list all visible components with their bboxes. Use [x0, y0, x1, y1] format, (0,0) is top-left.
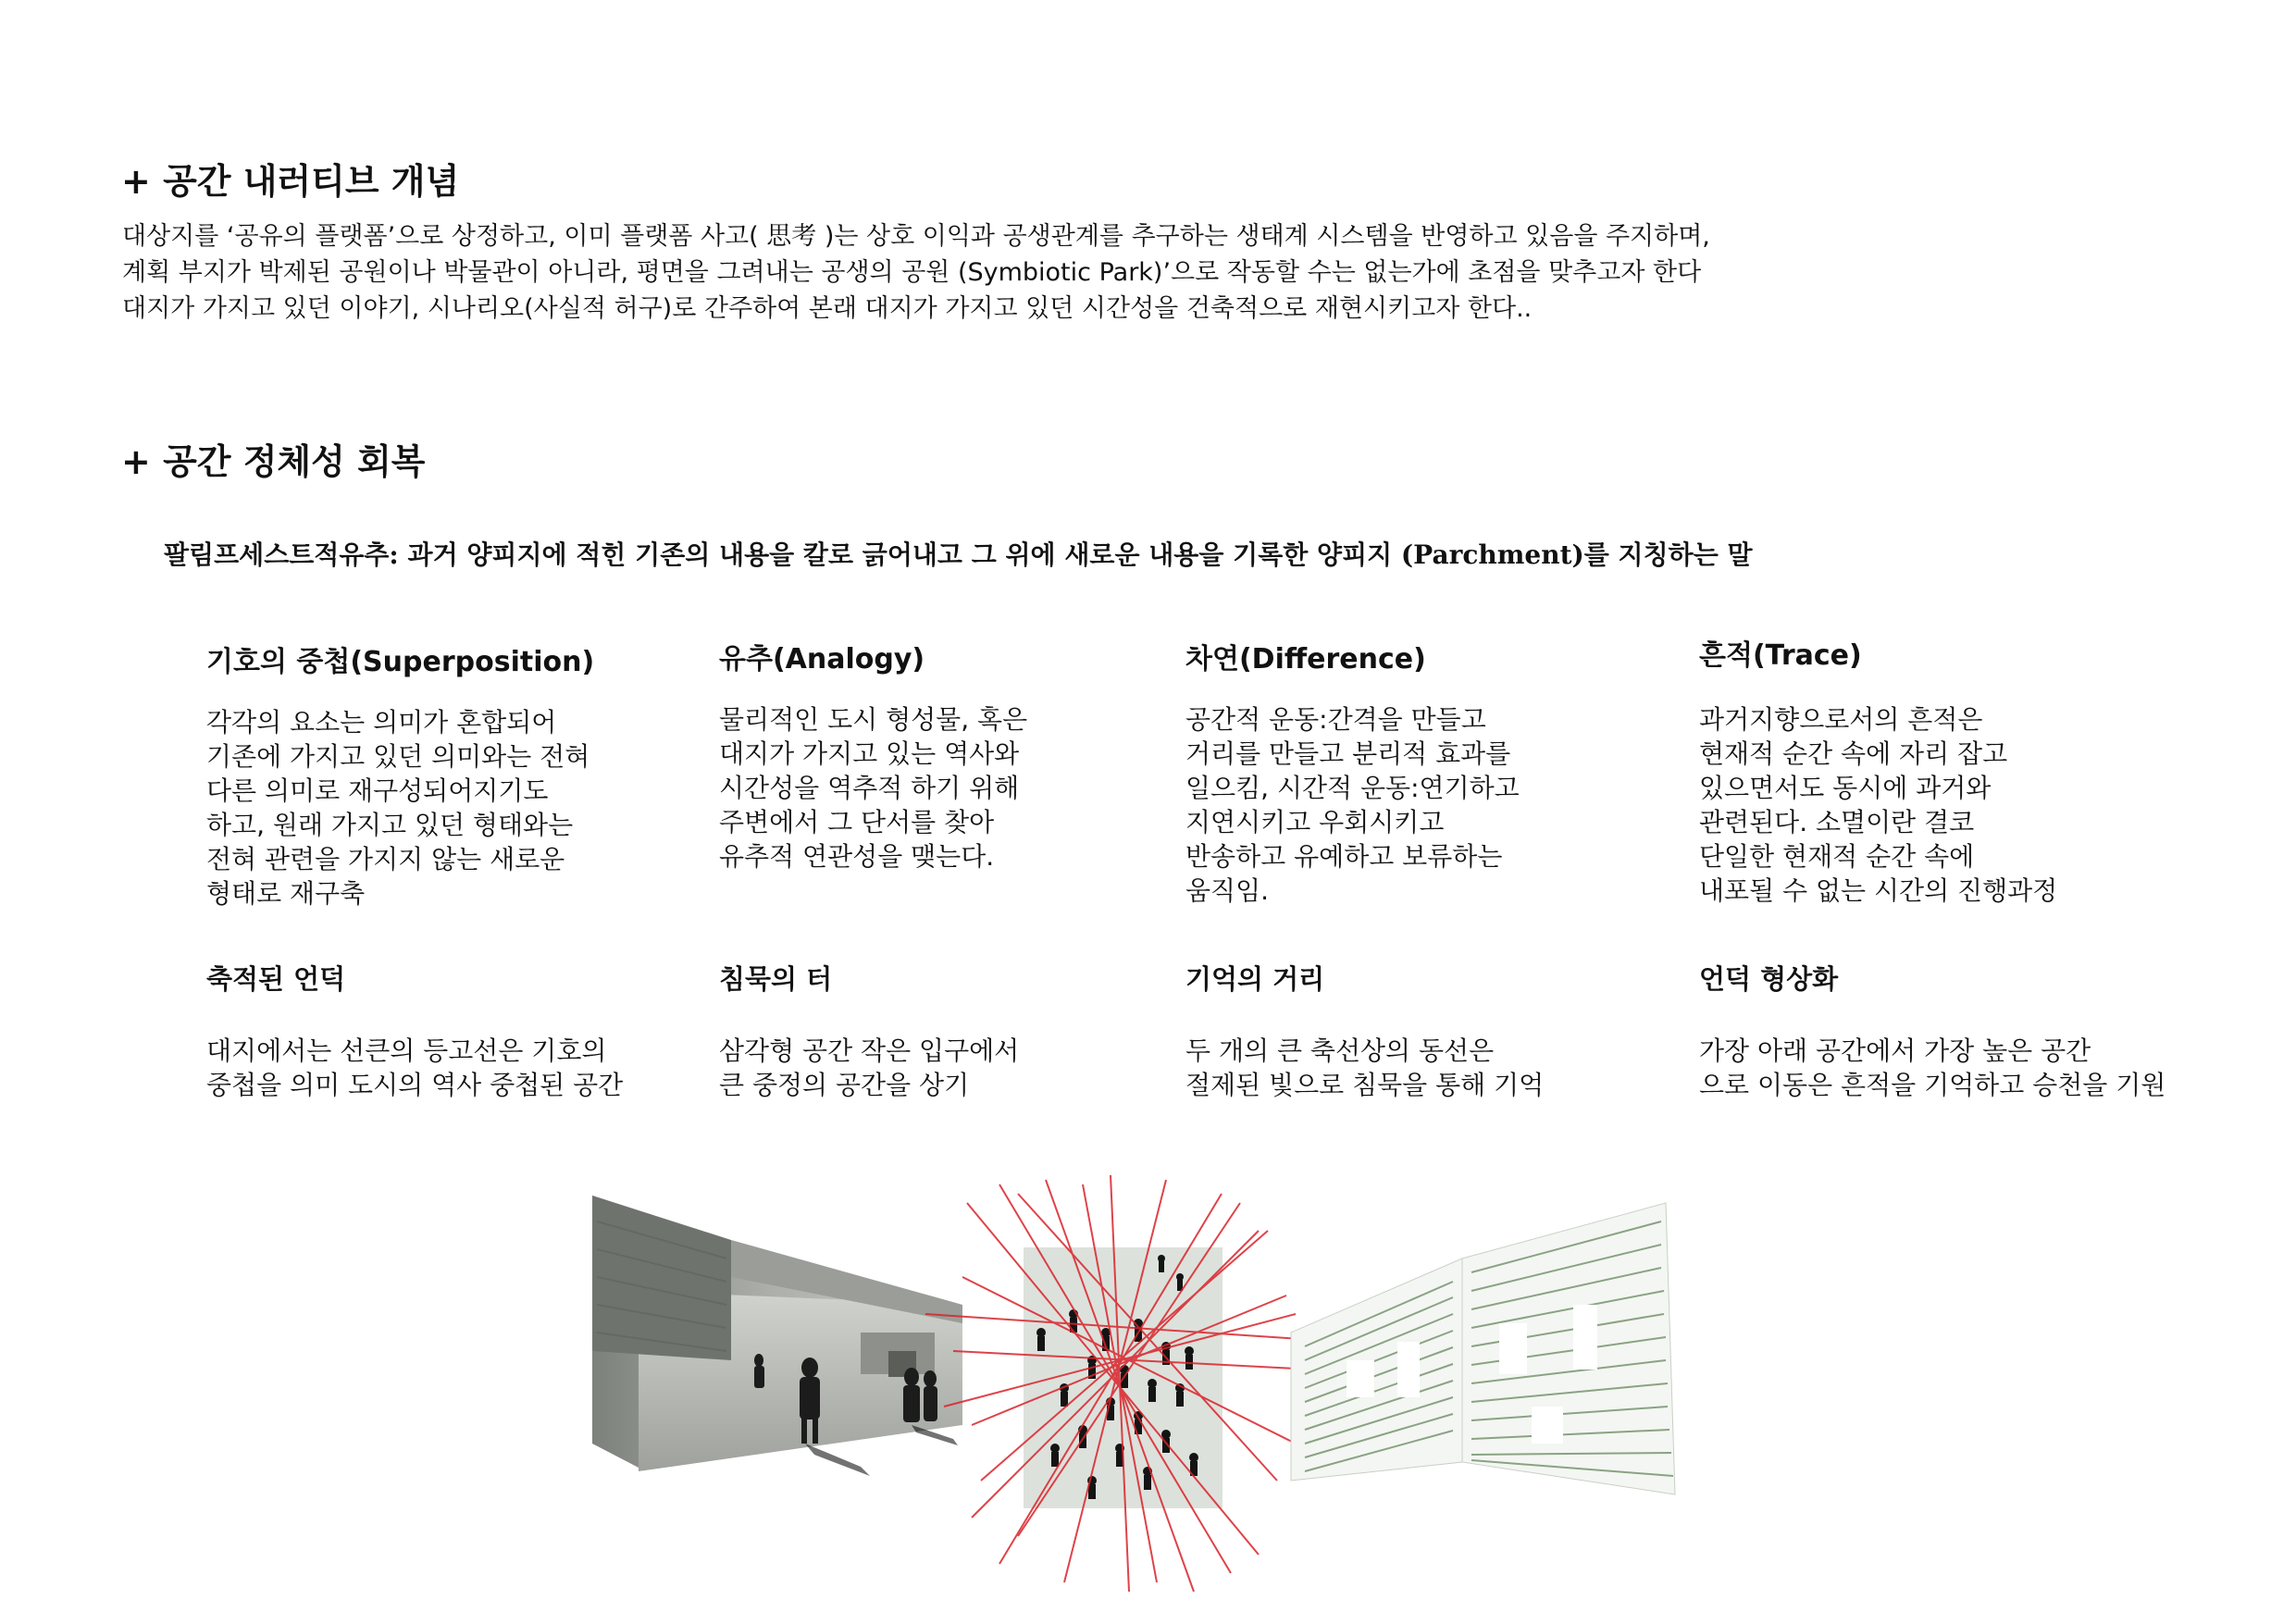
concept-line: 시간성을 역추적 하기 위해	[719, 773, 1020, 803]
concept-line: 유추적 연관성을 맺는다.	[719, 841, 995, 872]
concept-line: 단일한 현재적 순간 속에	[1699, 841, 1975, 872]
concept-line: 내포될 수 없는 시간의 진행과정	[1699, 875, 2058, 906]
concept-title: 흔적(Trace)	[1699, 639, 1862, 672]
concept-line: 공간적 운동:간격을 만들고	[1185, 704, 1486, 735]
concept-line: 반송하고 유예하고 보류하는	[1185, 841, 1503, 872]
space-line: 가장 아래 공간에서 가장 높은 공간	[1699, 1035, 2091, 1066]
concept-title: 기호의 중첩(Superposition)	[206, 646, 595, 678]
concept-line: 거리를 만들고 분리적 효과를	[1185, 738, 1511, 769]
space-line: 삼각형 공간 작은 입구에서	[719, 1035, 1020, 1066]
concept-line: 물리적인 도시 형성물, 혹은	[719, 704, 1028, 735]
concept-line: 다른 의미로 재구성되어지기도	[206, 775, 549, 806]
concept-title: 유추(Analogy)	[719, 643, 925, 676]
concept-line: 움직임.	[1185, 875, 1270, 906]
space-title: 침묵의 터	[719, 963, 833, 995]
concept-line: 일으킴, 시간적 운동:연기하고	[1185, 773, 1520, 803]
narrative-line: 대지가 가지고 있던 이야기, 시나리오(사실적 허구)로 간주하여 본래 대지가 가지고 있던 시간성을 건축적으로 재현시키고자 한다..	[122, 294, 1533, 323]
concept-line: 기존에 가지고 있던 의미와는 전혀	[206, 741, 590, 772]
concept-line: 있으면서도 동시에 과거와	[1699, 773, 1992, 803]
accumulated-hill-photo	[592, 1196, 962, 1476]
section-heading-identity: + 공간 정체성 회복	[121, 441, 426, 482]
space-line: 중첩을 의미 도시의 역사 중첩된 공간	[206, 1070, 624, 1100]
palimpsest-definition: 팔림프세스트적유추: 과거 양피지에 적힌 기존의 내용을 칼로 긁어내고 그 위에 새로운 내용을 기록한 양피지 (Parchment)를 지칭하는 말	[164, 539, 1753, 570]
narrative-line: 대상지를 ‘공유의 플랫폼’으로 상정하고, 이미 플랫폼 사고( 思考 )는 상호 이익과 공생관계를 추구하는 생태계 시스템을 반영하고 있음을 주지하며,	[122, 222, 1710, 251]
section-heading-narrative: + 공간 내러티브 개념	[121, 161, 460, 202]
narrative-line: 계획 부지가 박제된 공원이나 박물관이 아니라, 평면을 그려내는 공생의 공원 (Symbiotic Park)’으로 작동할 수는 없는가에 초점을 맞추고자 한다	[122, 258, 1702, 287]
memory-street-text-wall	[1291, 1203, 1675, 1494]
concept-line: 하고, 원래 가지고 있던 형태와는	[206, 810, 574, 840]
concept-line: 주변에서 그 단서를 찾아	[719, 807, 995, 837]
space-title: 축적된 언덕	[206, 963, 346, 995]
space-title: 언덕 형상화	[1699, 963, 1839, 995]
concept-line: 지연시키고 우회시키고	[1185, 807, 1445, 837]
concept-line: 관련된다. 소멸이란 결코	[1699, 807, 1975, 837]
space-title: 기억의 거리	[1185, 963, 1325, 995]
concept-line: 대지가 가지고 있는 역사와	[719, 738, 1020, 769]
concept-line: 현재적 순간 속에 자리 잡고	[1699, 738, 2008, 769]
concept-title: 차연(Difference)	[1185, 643, 1426, 676]
concept-line: 과거지향으로서의 흔적은	[1699, 704, 1983, 735]
concept-line: 각각의 요소는 의미가 혼합되어	[206, 707, 557, 738]
space-line: 절제된 빛으로 침묵을 통해 기억	[1185, 1070, 1545, 1100]
space-line: 큰 중정의 공간을 상기	[719, 1070, 970, 1100]
concept-line: 형태로 재구축	[206, 878, 366, 909]
space-line: 두 개의 큰 축선상의 동선은	[1185, 1035, 1495, 1066]
concept-line: 전혀 관련을 가지지 않는 새로운	[206, 844, 565, 874]
silent-ground-crowd-panel	[925, 1175, 1342, 1592]
space-line: 대지에서는 선큰의 등고선은 기호의	[206, 1035, 607, 1066]
space-line: 으로 이동은 흔적을 기억하고 승천을 기원	[1699, 1070, 2166, 1100]
